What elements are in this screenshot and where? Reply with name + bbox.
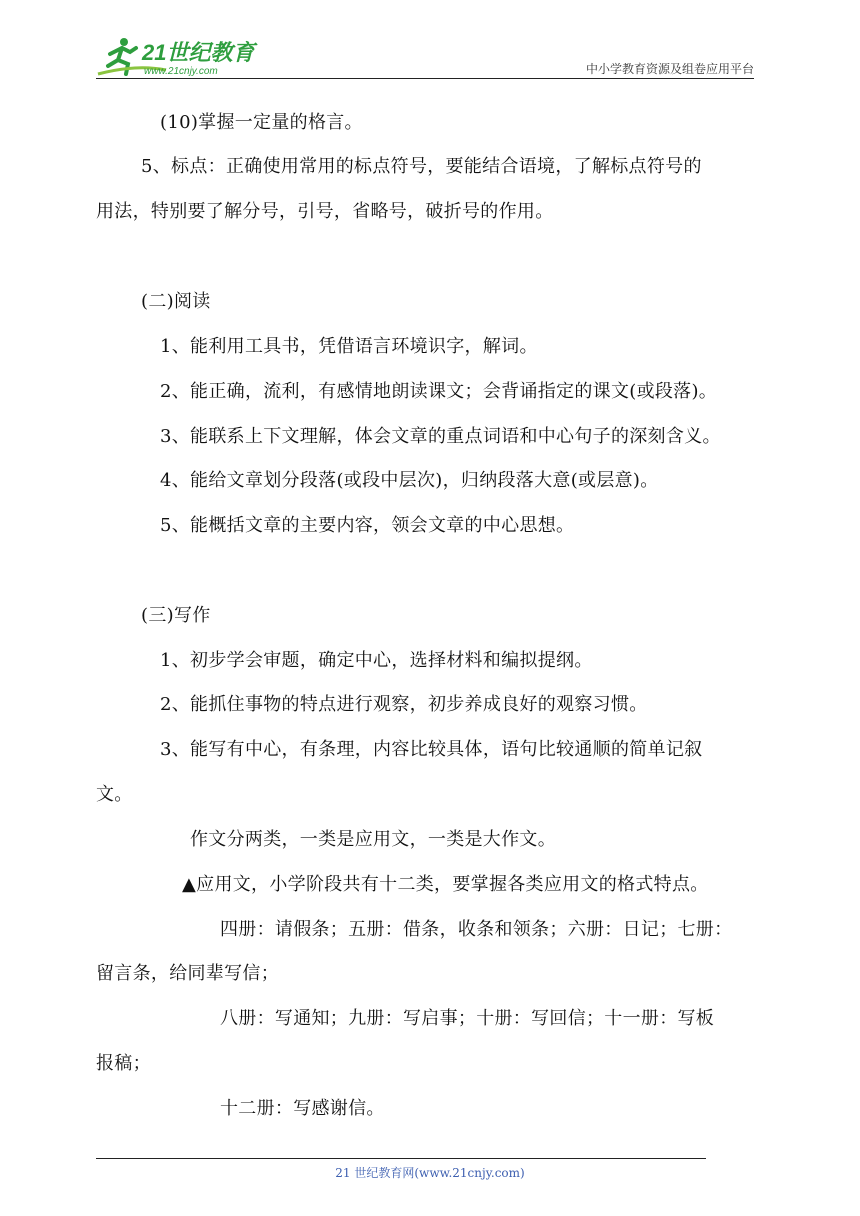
text-line: 十二册：写感谢信。 (220, 1098, 385, 1119)
text-line: 3、能联系上下文理解，体会文章的重点词语和中心句子的深刻含义。 (160, 426, 721, 447)
logo-url-text: www.21cnjy.com (144, 66, 218, 77)
text-line: 四册：请假条；五册：借条，收条和领条；六册：日记；七册： (220, 919, 733, 940)
text-line: 留言条，给同辈写信； (96, 963, 279, 984)
logo-runner-icon (96, 34, 266, 78)
text-line: 1、初步学会审题，确定中心，选择材料和编拟提纲。 (160, 650, 593, 671)
site-logo (96, 34, 266, 78)
text-line: 3、能写有中心，有条理，内容比较具体，语句比较通顺的简单记叙 (160, 739, 703, 760)
text-line: 文。 (96, 784, 133, 805)
page-header (0, 0, 860, 80)
footer-link[interactable]: 21 世纪教育网(www.21cnjy.com) (335, 1166, 525, 1180)
text-line: 报稿； (96, 1053, 151, 1074)
text-line: 4、能给文章划分段落(或段中层次)，归纳段落大意(或层意)。 (160, 470, 659, 491)
text-line: 5、标点：正确使用常用的标点符号，要能结合语境，了解标点符号的 (141, 156, 702, 177)
text-line: 八册：写通知；九册：写启事；十册：写回信；十一册：写板 (220, 1008, 715, 1029)
text-line: (10)掌握一定量的格言。 (160, 112, 363, 133)
text-line: 作文分两类，一类是应用文，一类是大作文。 (190, 829, 556, 850)
text-line: 1、能利用工具书，凭借语言环境识字，解词。 (160, 336, 538, 357)
text-line: 2、能正确，流利，有感情地朗读课文；会背诵指定的课文(或段落)。 (160, 381, 718, 402)
text-line: 2、能抓住事物的特点进行观察，初步养成良好的观察习惯。 (160, 694, 648, 715)
text-line: ▲应用文，小学阶段共有十二类，要掌握各类应用文的格式特点。 (182, 874, 709, 895)
section-heading: (三)写作 (141, 605, 211, 626)
logo-main-text: 21世纪教育 (142, 40, 255, 65)
text-line: 5、能概括文章的主要内容，领会文章的中心思想。 (160, 515, 575, 536)
footer-divider (96, 1158, 706, 1159)
text-line: 用法，特别要了解分号，引号，省略号，破折号的作用。 (96, 201, 554, 222)
section-heading: (二)阅读 (141, 291, 211, 312)
platform-name: 中小学教育资源及组卷应用平台 (585, 62, 754, 76)
header-divider (96, 78, 754, 79)
